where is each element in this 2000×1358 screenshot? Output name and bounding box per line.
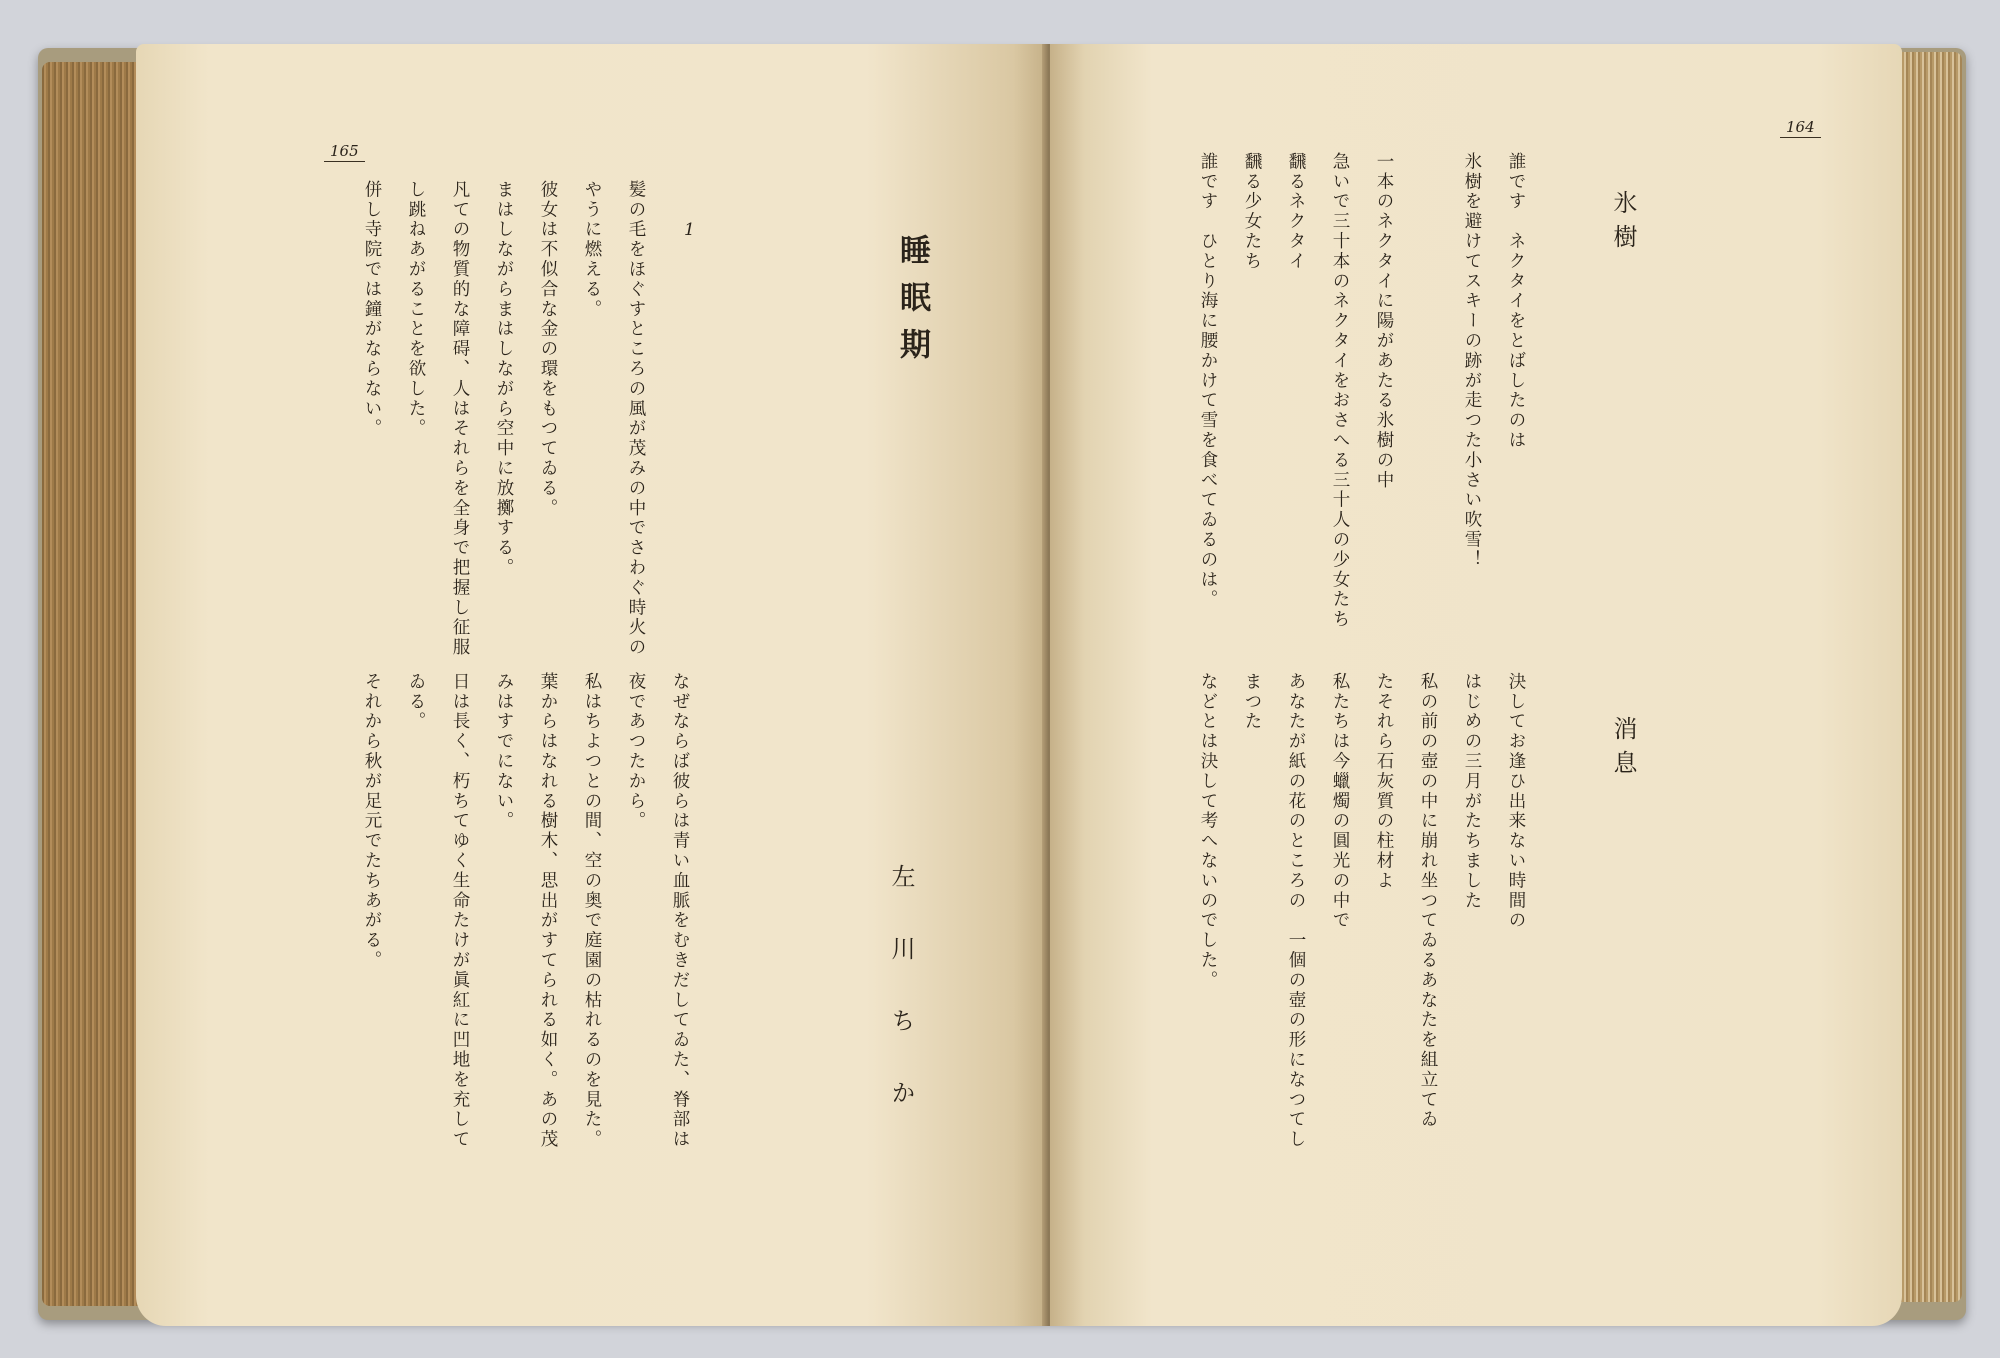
text-line: はじめの三月がたちました: [1462, 672, 1482, 911]
page-number: 164: [1780, 118, 1821, 138]
text-line: などとは決して考へないのでした。: [1198, 672, 1218, 991]
text-line: あなたが紙の花のところの 一個の壺の形になつてし: [1286, 672, 1306, 1150]
section-number: 1: [684, 220, 695, 240]
text-line: やうに燃える。: [582, 180, 602, 320]
text-line: たそれら石灰質の柱材よ: [1374, 672, 1394, 891]
text-line: みはすでにない。: [494, 672, 514, 832]
right-page: [1050, 44, 1902, 1326]
text-line: 併し寺院では鐘がならない。: [362, 180, 382, 439]
text-line: 氷樹を避けてスキーの跡が走つた小さい吹雪！: [1462, 152, 1482, 570]
poem-title: 睡眠期: [894, 234, 930, 375]
poem-title: 消息: [1609, 716, 1637, 784]
page-number: 165: [324, 142, 365, 162]
text-line: ゐる。: [406, 672, 426, 732]
open-book: [38, 38, 1966, 1328]
text-line: 私たちは今蠟燭の圓光の中で: [1330, 672, 1350, 931]
poem-title: 氷樹: [1609, 190, 1637, 258]
text-line: 決してお逢ひ出来ない時間の: [1506, 672, 1526, 931]
text-line: 急いで三十本のネクタイをおさへる三十人の少女たち: [1330, 152, 1350, 630]
text-line: それから秋が足元でたちあがる。: [362, 672, 382, 971]
author-name: 左川ちか: [887, 864, 915, 1152]
text-line: し跳ねあがることを欲した。: [406, 180, 426, 439]
text-line: 私はちよつとの間、空の奥で庭園の枯れるのを見た。: [582, 672, 602, 1150]
text-line: 誰です ネクタイをとばしたのは: [1506, 152, 1526, 451]
page-edges-left: [42, 62, 142, 1306]
text-line: 彼女は不似合な金の環をもつてゐる。: [538, 180, 558, 519]
text-line: 凡ての物質的な障碍、人はそれらを全身で把握し征服: [450, 180, 470, 658]
left-page: [136, 44, 1050, 1326]
text-line: 飜る少女たち: [1242, 152, 1262, 272]
text-line: なぜならば彼らは青い血脈をむきだしてゐた、脊部は: [670, 672, 690, 1150]
text-line: 日は長く、朽ちてゆく生命たけが眞紅に凹地を充して: [450, 672, 470, 1150]
text-line: 髪の毛をほぐすところの風が茂みの中でさわぐ時火の: [626, 180, 646, 658]
text-line: 飜るネクタイ: [1286, 152, 1306, 272]
text-line: 私の前の壺の中に崩れ坐つてゐるあなたを組立てゐ: [1418, 672, 1438, 1130]
text-line: 誰です ひとり海に腰かけて雪を食べてゐるのは。: [1198, 152, 1218, 610]
text-line: 一本のネクタイに陽があたる氷樹の中: [1374, 152, 1394, 491]
text-line: 葉からはなれる樹木、思出がすてられる如く。あの茂: [538, 672, 558, 1150]
text-line: まはしながらまはしながら空中に放擲する。: [494, 180, 514, 578]
text-line: 夜であつたから。: [626, 672, 646, 832]
text-line: まつた: [1242, 672, 1262, 732]
